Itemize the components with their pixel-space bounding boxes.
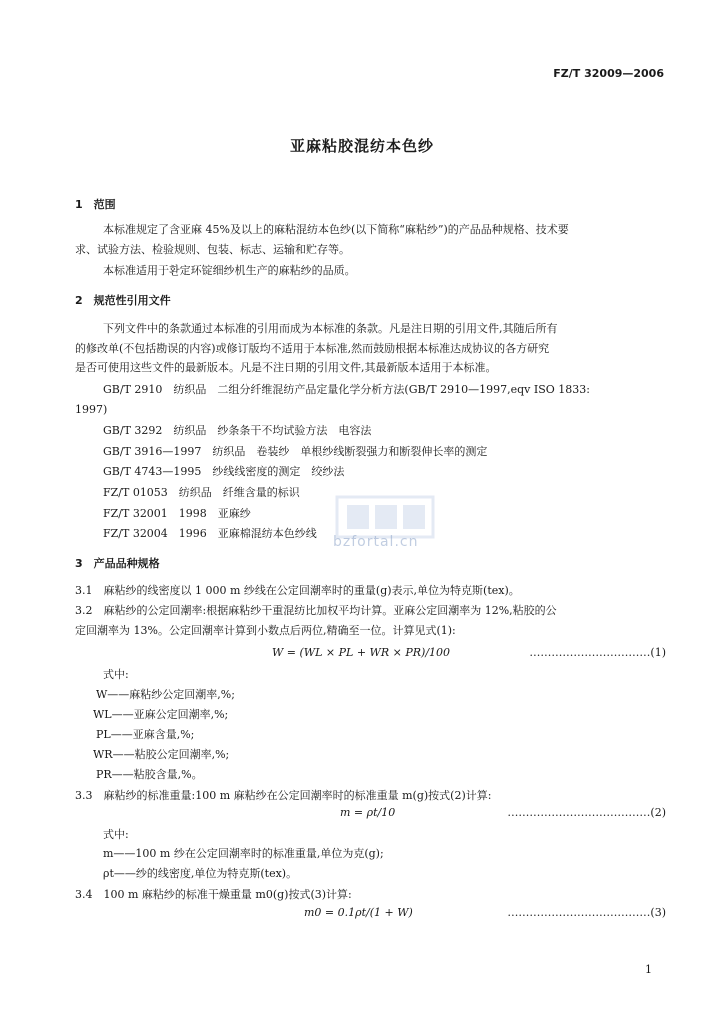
standard-code: FZ/T 32009—2006 [553,67,664,80]
page-number: 1 [645,963,652,976]
equation-number: ……………………………(1) [529,646,666,659]
text-line: FZ/T 01053 纺织品 纤维含量的标识 [103,486,300,499]
text-line: 3.1 麻粘纱的线密度以 1 000 m 纱线在公定回潮率时的重量(g)表示,单位为特克斯(tex)。 [75,584,520,597]
equation-number: …………………………………(2) [507,806,666,819]
text-line: 本标准适用于환定环锭细纱机生产的麻粘纱的品质。 [103,264,356,277]
section-heading: 2 规范性引用文件 [75,294,171,307]
text-line: 式中: [103,828,129,841]
text-line: 3.4 100 m 麻粘纱的标准干燥重量 m0(g)按式(3)计算: [75,888,352,901]
equation-formula: m0 = 0.1ρt/(1 + W) [304,906,413,919]
equation-number: …………………………………(3) [507,906,666,919]
text-line: W——麻粘纱公定回潮率,%; [96,688,235,701]
text-line: PL——亚麻含量,%; [96,728,195,741]
equation-formula: m = ρt/10 [340,806,396,819]
text-line: 3.3 麻粘纱的标准重量:100 m 麻粘纱在公定回潮率时的标准重量 m(g)按式(2)计算: [75,789,492,802]
text-line: WR——粘胶公定回潮率,%; [93,748,230,761]
text-line: 求、试验方法、检验规则、包装、标志、运输和贮存等。 [75,243,350,256]
text-line: m——100 m 纱在公定回潮率时的标准重量,单位为克(g); [103,847,384,860]
equation-formula: W = (WL × PL + WR × PR)/100 [272,646,451,659]
text-line: 3.2 麻粘纱的公定回潮率:根据麻粘纱干重混纺比加权平均计算。亚麻公定回潮率为 12%,粘胶的公 [75,604,557,617]
text-line: PR——粘胶含量,%。 [96,768,203,781]
text-line: 本标准规定了含亚麻 45%及以上的麻粘混纺本色纱(以下简称“麻粘纱”)的产品品种规格、技术要 [103,223,569,236]
watermark-text: bzfortal.cn [333,534,419,550]
text-line: 是否可使用这些文件的最新版本。凡是不注日期的引用文件,其最新版本适用于本标准。 [75,361,497,374]
text-line: GB/T 4743—1995 纱线线密度的测定 绞纱法 [103,465,345,478]
text-line: ρt——纱的线密度,单位为特克斯(tex)。 [103,867,298,880]
text-line: FZ/T 32001 1998 亚麻纱 [103,507,251,520]
section-heading: 1 范围 [75,198,116,211]
text-line: WL——亚麻公定回潮率,%; [93,708,229,721]
text-line: GB/T 2910 纺织品 二组分纤维混纺产品定量化学分析方法(GB/T 2910—1997,eqv ISO 1833: [103,383,590,396]
section-heading: 3 产品品种规格 [75,557,160,570]
text-line: 式中: [103,668,129,681]
document-title: 亚麻粘胶混纺本色纱 [289,137,434,155]
text-line: GB/T 3916—1997 纺织品 卷装纱 单根纱线断裂强力和断裂伸长率的测定 [103,445,488,458]
text-line: FZ/T 32004 1996 亚麻棉混纺本色纱线 [103,527,317,540]
text-line: 定回潮率为 13%。公定回潮率计算到小数点后两位,精确至一位。计算见式(1): [75,624,456,637]
text-line: GB/T 3292 纺织品 纱条条干不均试验方法 电容法 [103,424,372,437]
text-line: 下列文件中的条款通过本标准的引用而成为本标准的条款。凡是注日期的引用文件,其随后所有 [103,322,558,335]
text-line: 1997) [75,403,108,416]
text-line: 的修改单(不包括勘误的内容)或修订版均不适用于本标准,然而鼓励根据本标准达成协议的各方研究 [75,342,550,355]
